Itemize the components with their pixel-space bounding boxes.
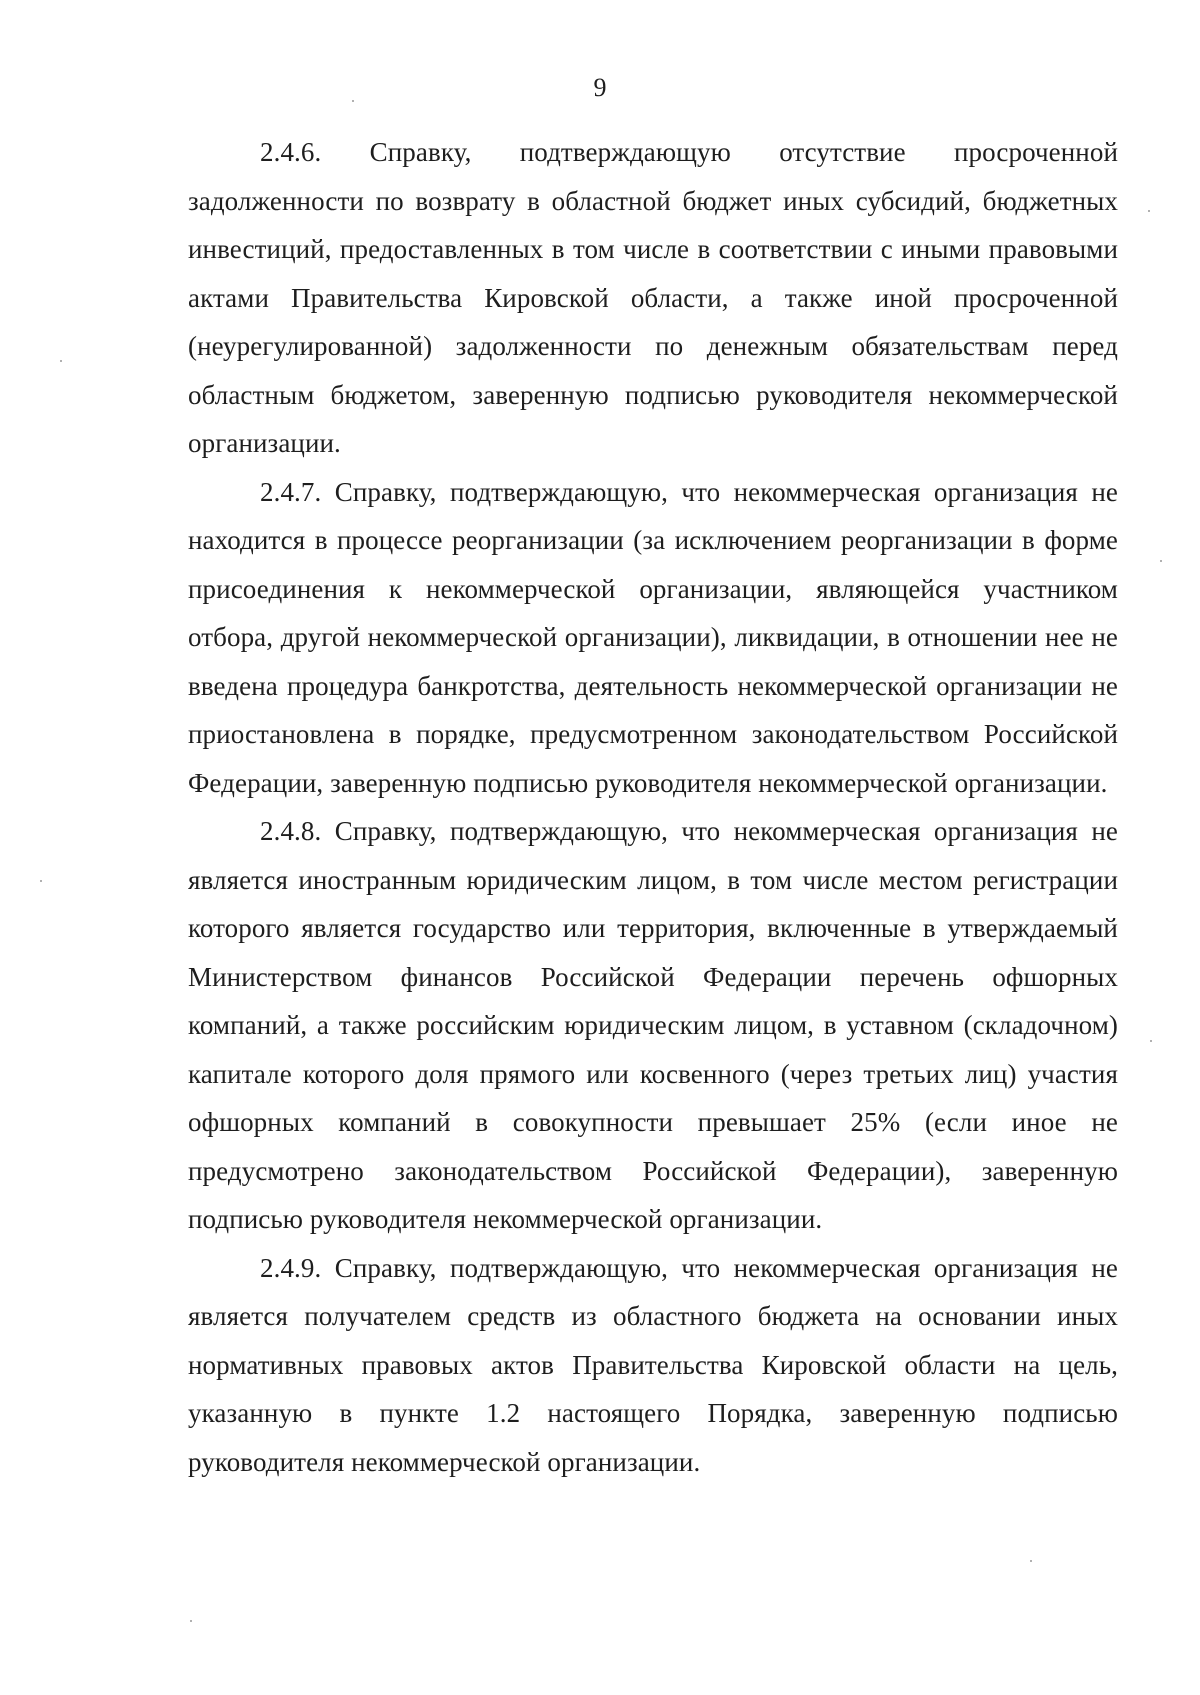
scan-speck bbox=[190, 1620, 192, 1622]
paragraph-2-4-6: 2.4.6. Справку, подтверждающую отсутствие просроченной задолженности по возврату в областной бюджет иных субсидий, бюджетных инвестиций, предоставленных в том числе в соответствии с иными правовыми актами Правительства Кировской области, а также иной просроченной (неурегулированной) задолженности по денежным обязательствам перед областным бюджетом, заверенную подписью руководителя некоммерческой организации. bbox=[188, 137, 1118, 458]
scan-speck bbox=[1030, 1560, 1032, 1562]
scan-speck bbox=[352, 100, 354, 102]
scan-speck bbox=[1150, 1040, 1152, 1042]
document-body bbox=[188, 128, 1118, 1486]
paragraph-2-4-9: 2.4.9. Справку, подтверждающую, что некоммерческая организация не является получателем средств из областного бюджета на основании иных нормативных правовых актов Правительства Кировской области на цель, указанную в пункте 1.2 настоящего Порядка, заверенную подписью руководителя некоммерческой организации. bbox=[188, 1252, 1118, 1477]
scan-speck bbox=[40, 880, 42, 882]
scan-speck bbox=[1148, 210, 1150, 212]
page-number: 9 bbox=[593, 73, 607, 102]
paragraph-2-4-8: 2.4.8. Справку, подтверждающую, что некоммерческая организация не является иностранным юридическим лицом, в том числе местом регистрации которого является государство или территория, включенные в утверждаемый Министерством финансов Российской Федерации перечень офшорных компаний, а также российским юридическим лицом, в уставном (складочном) капитале которого доля прямого или косвенного (через третьих лиц) участия офшорных компаний в совокупности превышает 25% (если иное не предусмотрено законодательством Российской Федерации), заверенную подписью руководителя некоммерческой организации. bbox=[188, 816, 1118, 1234]
paragraph-2-4-7: 2.4.7. Справку, подтверждающую, что некоммерческая организация не находится в процессе реорганизации (за исключением реорганизации в форме присоединения к некоммерческой организации, являющейся участником отбора, другой некоммерческой организации), ликвидации, в отношении нее не введена процедура банкротства, деятельность некоммерческой организации не приостановлена в порядке, предусмотренном законодательством Российской Федерации, заверенную подписью руководителя некоммерческой организации. bbox=[188, 476, 1118, 798]
scan-speck bbox=[1160, 560, 1162, 562]
scan-speck bbox=[60, 360, 62, 362]
